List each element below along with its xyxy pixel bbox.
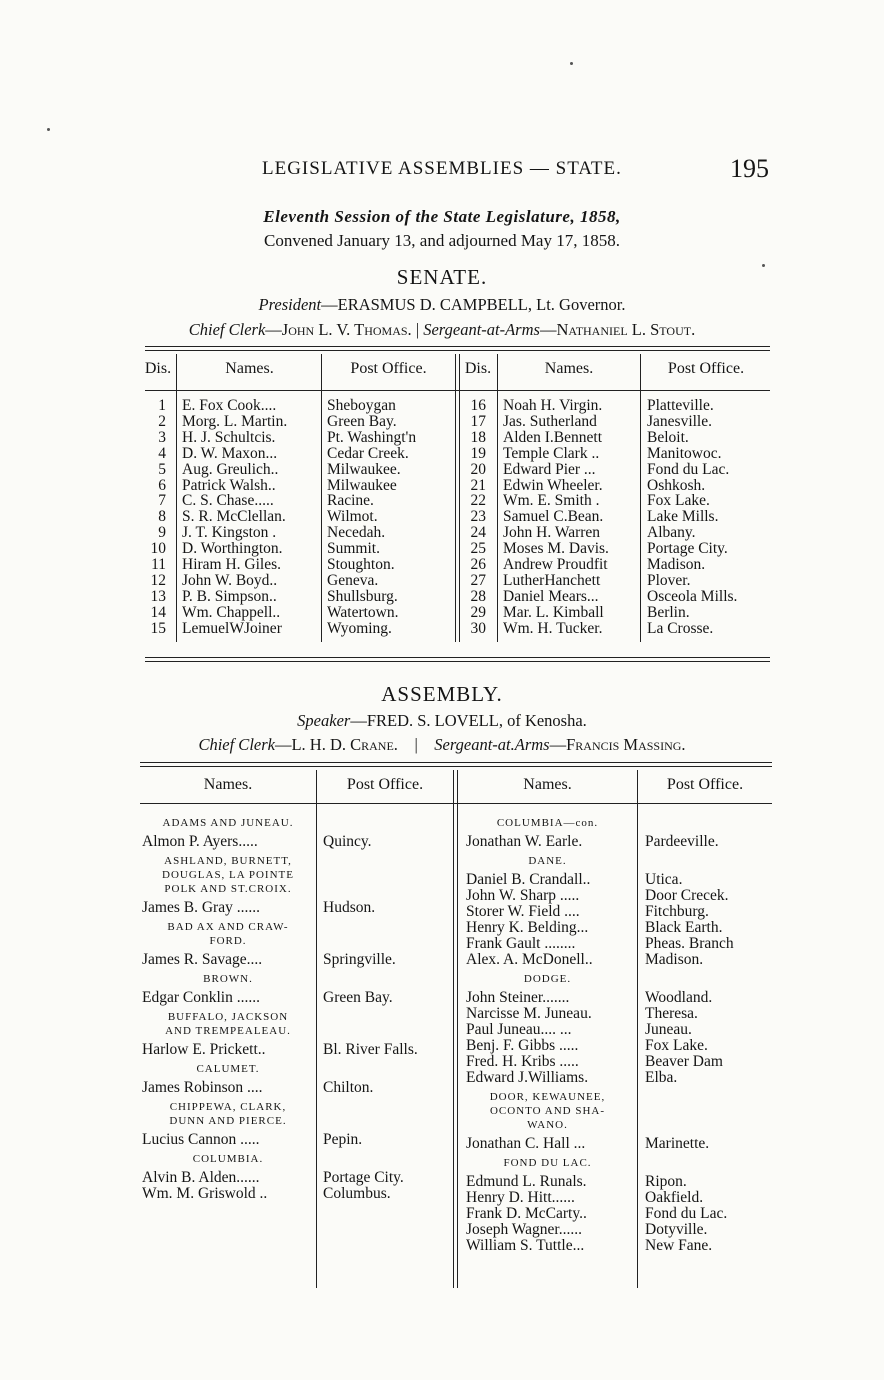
assembly-member-name: Almon P. Ayers.....	[142, 833, 258, 850]
assembly-post-office: Ripon.	[645, 1173, 687, 1190]
assembly-post-office: Fox Lake.	[645, 1037, 708, 1054]
header-names: Names.	[225, 360, 274, 377]
county-heading: CALUMET.	[196, 1063, 260, 1075]
senate-district: 24	[470, 524, 486, 542]
assembly-post-office: Pheas. Branch	[645, 935, 734, 952]
senate-district: 11	[151, 556, 166, 573]
assembly-member-name: James R. Savage....	[142, 951, 263, 968]
county-heading: ASHLAND, BURNETT, DOUGLAS, LA POINTE POLK AND ST.CROIX.	[162, 855, 294, 895]
senate-member-name: Aug. Greulich..	[182, 460, 279, 478]
senate-district: 4	[158, 444, 166, 462]
table-top-rule	[140, 766, 772, 767]
senate-post-office: Shullsburg.	[327, 587, 398, 605]
senate-member-name: P. B. Simpson..	[182, 587, 277, 605]
column-divider	[455, 354, 456, 642]
senate-district: 20	[470, 460, 486, 478]
senate-district: 29	[470, 603, 486, 621]
senate-post-office: Wyoming.	[327, 619, 392, 637]
senate-district: 22	[470, 492, 486, 510]
header-post-office: Post Office.	[350, 360, 427, 377]
senate-post-office: Wilmot.	[327, 508, 378, 526]
senate-district: 10	[150, 540, 166, 558]
assembly-post-office: Elba.	[645, 1069, 678, 1086]
assembly-post-office: Marinette.	[645, 1135, 710, 1152]
header-rule	[145, 390, 770, 391]
county-heading: CHIPPEWA, CLARK, DUNN AND PIERCE.	[169, 1101, 287, 1127]
senate-member-name: Daniel Mears...	[503, 587, 599, 605]
header-dis: Dis.	[464, 360, 492, 377]
column-divider	[457, 770, 458, 1288]
senate-district: 1	[158, 397, 166, 414]
column-divider	[453, 770, 454, 1288]
senate-district: 14	[150, 603, 166, 621]
senate-post-office: Plover.	[647, 571, 691, 589]
table-bottom-rule	[145, 661, 770, 662]
assembly-member-name: Jonathan W. Earle.	[466, 833, 583, 850]
senate-district: 6	[158, 476, 166, 494]
president-name: —ERASMUS D. CAMPBELL, Lt. Governor.	[321, 295, 626, 314]
table-bottom-rule	[145, 657, 770, 658]
senate-member-name: LutherHanchett	[503, 571, 601, 589]
assembly-post-office: Dotyville.	[645, 1221, 708, 1238]
assembly-post-office: Chilton.	[323, 1079, 374, 1096]
assembly-member-name: Daniel B. Crandall..	[466, 871, 591, 888]
assembly-post-office: New Fane.	[645, 1237, 713, 1254]
senate-district: 15	[150, 619, 166, 637]
senate-post-office: Berlin.	[647, 603, 690, 621]
header-dis: Dis.	[144, 360, 172, 377]
senate-district: 2	[158, 412, 166, 430]
assembly-post-office: Portage City.	[323, 1169, 404, 1186]
assembly-speaker	[0, 711, 884, 731]
assembly-post-office: Oakfield.	[645, 1189, 704, 1206]
sergeant-name: —Francis Massing.	[549, 735, 686, 754]
assembly-post-office: Springville.	[323, 951, 396, 968]
senate-district: 12	[150, 571, 166, 589]
column-divider	[176, 354, 177, 642]
assembly-member-name: Fred. H. Kribs .....	[466, 1053, 579, 1070]
senate-district: 18	[470, 428, 486, 446]
senate-post-office: Stoughton.	[327, 556, 395, 573]
senate-district: 13	[150, 587, 166, 605]
senate-post-office: Lake Mills.	[647, 508, 719, 526]
senate-member-name: E. Fox Cook....	[182, 397, 277, 414]
senate-post-office: Racine.	[327, 492, 374, 510]
senate-member-name: LemuelWJoiner	[182, 619, 282, 637]
assembly-member-name: Lucius Cannon .....	[142, 1131, 260, 1148]
assembly-post-office: Woodland.	[645, 989, 713, 1006]
assembly-member-name: Storer W. Field ....	[466, 903, 580, 920]
assembly-member-name: Edgar Conklin ......	[142, 989, 260, 1006]
senate-member-name: D. Worthington.	[182, 540, 283, 558]
senate-member-name: Noah H. Virgin.	[503, 397, 603, 414]
table-top-rule	[145, 350, 770, 351]
assembly-member-name: Harlow E. Prickett..	[142, 1041, 266, 1058]
senate-member-name: Wm. Chappell..	[182, 603, 281, 621]
senate-post-office: Pt. Washingt'n	[327, 428, 417, 446]
separator: |	[415, 320, 424, 339]
assembly-member-name: Wm. M. Griswold ..	[142, 1185, 268, 1202]
president-label: President	[258, 295, 322, 314]
senate-post-office: Milwaukee.	[327, 460, 401, 478]
senate-post-office: Fox Lake.	[647, 492, 710, 510]
assembly-post-office: Theresa.	[645, 1005, 698, 1022]
header-post-office: Post Office.	[667, 360, 745, 377]
sergeant-label: Sergeant-at.Arms	[434, 735, 550, 754]
assembly-post-office: Black Earth.	[645, 919, 723, 936]
assembly-post-office: Beaver Dam	[645, 1053, 723, 1070]
running-title: LEGISLATIVE ASSEMBLIES — STATE.	[262, 158, 622, 179]
assembly-member-name: Alvin B. Alden......	[142, 1169, 260, 1186]
assembly-post-office: Pepin.	[323, 1131, 363, 1148]
assembly-member-name: Jonathan C. Hall ...	[466, 1135, 586, 1152]
assembly-member-name: Narcisse M. Juneau.	[466, 1005, 592, 1022]
senate-district: 16	[470, 397, 486, 414]
senate-post-office: Cedar Creek.	[327, 444, 409, 462]
senate-post-office: Manitowoc.	[647, 444, 722, 462]
senate-member-name: Wm. E. Smith .	[503, 492, 600, 510]
senate-member-name: Mar. L. Kimball	[503, 603, 604, 621]
senate-heading: SENATE.	[396, 265, 488, 289]
senate-district: 9	[158, 524, 166, 542]
senate-member-name: Temple Clark ..	[503, 444, 600, 462]
senate-district: 25	[470, 540, 486, 558]
county-heading: ADAMS AND JUNEAU.	[162, 817, 294, 829]
assembly-member-name: John Steiner.......	[466, 989, 570, 1006]
senate-member-name: Hiram H. Giles.	[182, 556, 282, 573]
page-number: 195	[730, 154, 769, 183]
senate-member-name: Alden I.Bennett	[503, 428, 603, 446]
county-heading: BROWN.	[203, 973, 253, 985]
sergeant-name: —Nathaniel L. Stout.	[539, 320, 696, 339]
senate-district: 17	[470, 412, 486, 430]
assembly-member-name: Alex. A. McDonell..	[466, 951, 593, 968]
assembly-post-office: Hudson.	[323, 899, 376, 916]
county-heading: DOOR, KEWAUNEE, OCONTO AND SHA- WANO.	[489, 1091, 606, 1131]
assembly-member-name: William S. Tuttle...	[466, 1237, 585, 1254]
senate-post-office: Green Bay.	[327, 412, 397, 430]
speaker-name: —FRED. S. LOVELL, of Kenosha.	[350, 711, 587, 730]
senate-member-name: D. W. Maxon...	[182, 444, 278, 462]
senate-president	[0, 295, 884, 315]
senate-post-office: Sheboygan	[327, 397, 396, 414]
senate-member-name: H. J. Schultcis.	[182, 428, 276, 446]
chief-clerk-label: Chief Clerk	[198, 735, 275, 754]
senate-post-office: Portage City.	[647, 540, 728, 558]
senate-member-name: S. R. McClellan.	[182, 508, 286, 526]
chief-clerk-name: —L. H. D. Crane.	[274, 735, 398, 754]
table-top-rule	[145, 346, 770, 347]
senate-district: 8	[158, 508, 166, 526]
assembly-member-name: Benj. F. Gibbs .....	[466, 1037, 579, 1054]
county-heading: FOND DU LAC.	[503, 1157, 592, 1169]
senate-member-name: Jas. Sutherland	[503, 412, 597, 430]
senate-district: 3	[158, 428, 166, 446]
senate-district: 5	[158, 460, 166, 478]
column-divider	[321, 354, 322, 642]
column-divider	[640, 354, 641, 642]
senate-district: 28	[470, 587, 486, 605]
senate-district: 19	[470, 444, 486, 462]
senate-post-office: Fond du Lac.	[647, 460, 730, 478]
senate-district: 27	[470, 571, 486, 589]
assembly-post-office: Pardeeville.	[645, 833, 719, 850]
senate-post-office: Oshkosh.	[647, 476, 706, 494]
assembly-member-name: Frank D. McCarty..	[466, 1205, 587, 1222]
header-names: Names.	[523, 776, 572, 793]
senate-member-name: Moses M. Davis.	[503, 540, 609, 558]
separator: |	[402, 735, 431, 754]
senate-district: 23	[470, 508, 486, 526]
county-heading: COLUMBIA—con.	[496, 817, 599, 829]
assembly-member-name: Edmund L. Runals.	[466, 1173, 587, 1190]
table-top-rule	[140, 762, 772, 763]
chief-clerk-name: —John L. V. Thomas.	[265, 320, 412, 339]
speaker-label: Speaker	[297, 711, 351, 730]
assembly-post-office: Juneau.	[645, 1021, 692, 1038]
senate-member-name: Edwin Wheeler.	[503, 476, 603, 494]
column-divider	[637, 770, 638, 1288]
senate-member-name: Morg. L. Martin.	[182, 412, 288, 430]
session-dates: Convened January 13, and adjourned May 17, 1858.	[264, 231, 620, 250]
chief-clerk-label: Chief Clerk	[188, 320, 266, 339]
assembly-member-name: Henry D. Hitt......	[466, 1189, 575, 1206]
county-heading: DODGE.	[523, 973, 572, 985]
senate-post-office: Janesville.	[647, 412, 712, 430]
senate-member-name: J. T. Kingston .	[182, 524, 277, 542]
senate-member-name: Samuel C.Bean.	[503, 508, 604, 526]
senate-member-name: C. S. Chase.....	[182, 492, 274, 510]
assembly-post-office: Bl. River Falls.	[323, 1041, 418, 1058]
assembly-post-office: Columbus.	[323, 1185, 391, 1202]
senate-post-office: Madison.	[647, 556, 706, 573]
assembly-member-name: Edward J.Williams.	[466, 1069, 589, 1086]
county-heading: BUFFALO, JACKSON AND TREMPEALEAU.	[165, 1011, 291, 1037]
senate-post-office: Milwaukee	[327, 476, 397, 494]
speck	[47, 128, 50, 131]
senate-officers	[0, 320, 884, 340]
senate-post-office: Geneva.	[327, 571, 379, 589]
assembly-officers	[0, 735, 884, 755]
senate-member-name: Patrick Walsh..	[182, 476, 276, 494]
senate-post-office: Osceola Mills.	[647, 587, 738, 605]
assembly-member-name: James Robinson ....	[142, 1079, 263, 1096]
assembly-member-name: Henry K. Belding...	[466, 919, 589, 936]
county-heading: COLUMBIA.	[192, 1153, 264, 1165]
senate-member-name: Andrew Proudfit	[503, 556, 608, 573]
header-names: Names.	[203, 776, 253, 793]
senate-post-office: Summit.	[327, 540, 380, 558]
assembly-member-name: James B. Gray ......	[142, 899, 260, 916]
assembly-post-office: Door Crecek.	[645, 887, 729, 904]
senate-member-name: Wm. H. Tucker.	[503, 619, 603, 637]
senate-post-office: Beloit.	[647, 428, 689, 446]
assembly-post-office: Fond du Lac.	[645, 1205, 728, 1222]
header-post-office: Post Office.	[346, 776, 424, 793]
county-heading: BAD AX AND CRAW- FORD.	[167, 921, 289, 947]
assembly-member-name: Frank Gault ........	[466, 935, 576, 952]
senate-district: 7	[158, 492, 166, 510]
speck	[570, 62, 573, 65]
assembly-heading: ASSEMBLY.	[381, 682, 503, 706]
senate-member-name: Edward Pier ...	[503, 460, 596, 478]
county-heading: DANE.	[528, 855, 567, 867]
assembly-post-office: Utica.	[645, 871, 683, 888]
senate-post-office: La Crosse.	[647, 619, 714, 637]
senate-district: 21	[470, 476, 486, 494]
assembly-member-name: Joseph Wagner......	[466, 1221, 582, 1238]
assembly-post-office: Green Bay.	[323, 989, 393, 1006]
senate-member-name: John H. Warren	[503, 524, 601, 542]
header-names: Names.	[544, 360, 594, 377]
senate-post-office: Albany.	[647, 524, 696, 542]
senate-district: 26	[470, 556, 486, 573]
assembly-post-office: Fitchburg.	[645, 903, 709, 920]
session-title: Eleventh Session of the State Legislature, 1858,	[263, 207, 621, 226]
senate-post-office: Necedah.	[327, 524, 386, 542]
senate-post-office: Watertown.	[327, 603, 399, 621]
senate-district: 30	[470, 619, 486, 637]
assembly-member-name: John W. Sharp .....	[466, 887, 580, 904]
column-divider	[316, 770, 317, 1288]
header-post-office: Post Office.	[666, 776, 744, 793]
sergeant-label: Sergeant-at-Arms	[423, 320, 540, 339]
assembly-post-office: Madison.	[645, 951, 704, 968]
assembly-member-name: Paul Juneau.... ...	[466, 1021, 572, 1038]
column-divider	[497, 354, 498, 642]
assembly-post-office: Quincy.	[323, 833, 372, 850]
header-rule	[140, 803, 772, 804]
senate-post-office: Platteville.	[647, 397, 714, 414]
senate-member-name: John W. Boyd..	[182, 571, 278, 589]
